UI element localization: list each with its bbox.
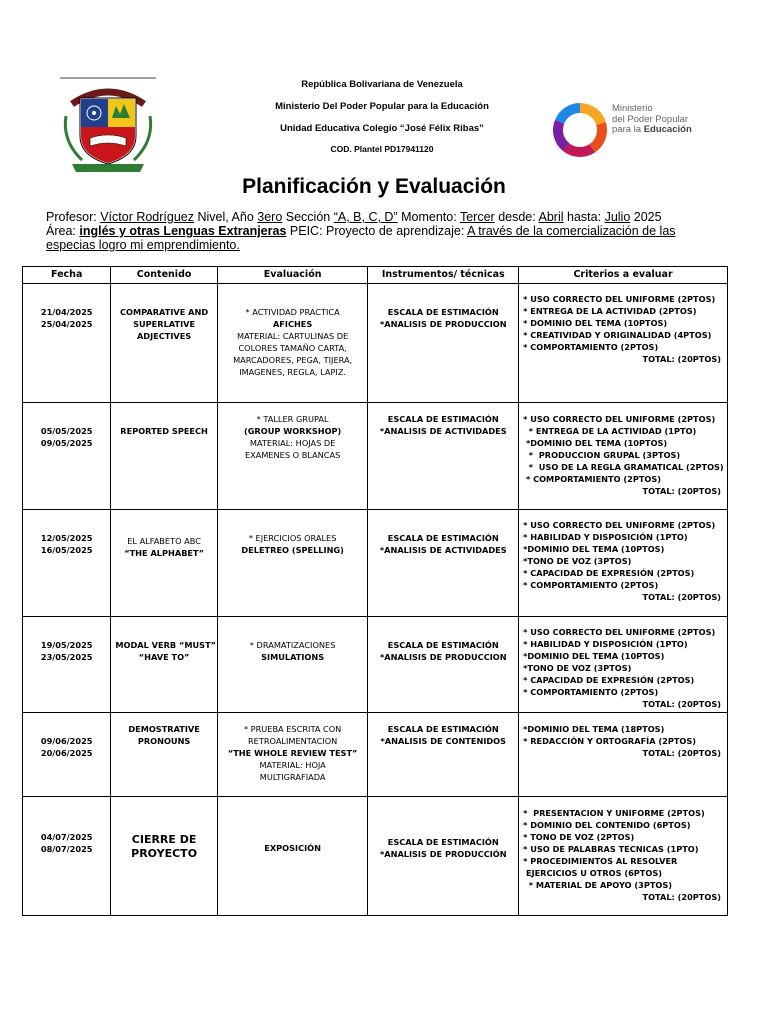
criterio-line: * ENTREGA DE LA ACTIVIDAD (2PTOS) xyxy=(523,306,697,316)
fecha-start: 05/05/2025 xyxy=(40,426,93,436)
evaluacion-cell xyxy=(217,797,368,916)
fecha-start: 12/05/2025 xyxy=(40,533,93,543)
ministry-logo-line3: para la xyxy=(612,124,642,135)
planning-info xyxy=(46,210,716,252)
criterio-line: * ENTREGA DE LA ACTIVIDAD (1PTO) xyxy=(523,426,697,436)
instrumento-line: ESCALA DE ESTIMACIÓN xyxy=(387,640,499,650)
fecha-cell xyxy=(23,510,111,617)
instrumentos-cell xyxy=(368,403,519,510)
instrumento-line: *ANALISIS DE ACTIVIDADES xyxy=(379,545,507,555)
contenido-cell xyxy=(111,284,217,403)
contenido-line: “THE ALPHABET” xyxy=(124,548,204,558)
fecha-end: 16/05/2025 xyxy=(40,545,93,555)
evaluacion-line: MATERIAL: HOJAS DE xyxy=(249,438,336,448)
evaluacion-line: EXPOSICIÓN xyxy=(264,843,321,853)
criterio-line: * CREATIVIDAD Y ORIGINALIDAD (4PTOS) xyxy=(523,330,712,340)
evaluacion-line: * ACTIVIDAD PRACTICA xyxy=(245,307,340,317)
column-header-evaluacion: Evaluación xyxy=(217,267,368,284)
evaluacion-line: DELETREO (SPELLING) xyxy=(241,545,344,555)
instrumento-line: ESCALA DE ESTIMACIÓN xyxy=(387,307,499,317)
profesor-value: Víctor Rodríguez xyxy=(100,210,194,224)
criterio-line: * USO DE LA REGLA GRAMATICAL (2PTOS) xyxy=(523,462,724,472)
hasta-value: Julio xyxy=(604,210,631,224)
evaluacion-line: MATERIAL: HOJA xyxy=(259,760,326,770)
fecha-end: 08/07/2025 xyxy=(40,844,93,854)
table-row xyxy=(23,797,728,916)
page-title: Planificación y Evaluación xyxy=(242,175,506,198)
criterio-line: *DOMINIO DEL TEMA (10PTOS) xyxy=(523,438,668,448)
contenido-line: CIERRE DE xyxy=(131,833,197,846)
criterio-line: * USO CORRECTO DEL UNIFORME (2PTOS) xyxy=(523,414,716,424)
instrumentos-cell xyxy=(368,713,519,797)
contenido-cell xyxy=(111,713,217,797)
instrumentos-cell xyxy=(368,284,519,403)
evaluacion-line: SIMULATIONS xyxy=(261,652,325,662)
nivel-label: Nivel, Año xyxy=(197,210,254,224)
criterio-line: * COMPORTAMIENTO (2PTOS) xyxy=(523,687,659,697)
evaluacion-line: MARCADORES, PEGA, TIJERA, xyxy=(233,355,353,365)
instrumento-line: *ANALISIS DE ACTIVIDADES xyxy=(379,426,507,436)
column-header-criterios: Criterios a evaluar xyxy=(519,267,728,284)
ministry-logo xyxy=(552,96,702,162)
header-school: Unidad Educativa Colegio “José Félix Ribas” xyxy=(280,123,484,134)
evaluacion-line: RETROALIMENTACION xyxy=(247,736,338,746)
desde-value: Abril xyxy=(538,210,564,224)
criterio-line: * DOMINIO DEL TEMA (10PTOS) xyxy=(523,318,668,328)
criterio-line: * PRESENTACION Y UNIFORME (2PTOS) xyxy=(523,808,705,818)
criterio-line: * HABILIDAD Y DISPOSICIÓN (1PTO) xyxy=(523,639,688,649)
evaluacion-line: COLORES TAMAÑO CARTA, xyxy=(238,343,347,353)
contenido-line: PROYECTO xyxy=(131,847,198,860)
criterio-total: TOTAL: (20PTOS) xyxy=(642,592,721,602)
criterio-line: * COMPORTAMIENTO (2PTOS) xyxy=(523,474,662,484)
header-republic: República Bolivariana de Venezuela xyxy=(301,79,463,90)
ministry-logo-line2: del Poder Popular xyxy=(612,113,689,125)
criterio-line: * HABILIDAD Y DISPOSICIÓN (1PTO) xyxy=(523,532,688,542)
contenido-line: “HAVE TO” xyxy=(138,652,190,662)
fecha-end: 25/04/2025 xyxy=(40,319,93,329)
criterio-line: * COMPORTAMIENTO (2PTOS) xyxy=(523,342,659,352)
criterio-line: * USO CORRECTO DEL UNIFORME (2PTOS) xyxy=(523,294,716,304)
criterio-line: * COMPORTAMIENTO (2PTOS) xyxy=(523,580,659,590)
instrumento-line: ESCALA DE ESTIMACIÓN xyxy=(387,724,499,734)
criterio-line: *DOMINIO DEL TEMA (10PTOS) xyxy=(523,651,665,661)
contenido-cell xyxy=(111,510,217,617)
profesor-label: Profesor: xyxy=(46,210,97,224)
seccion-value: “A, B, C, D” xyxy=(333,210,398,224)
criterio-line: * CAPACIDAD DE EXPRESIÓN (2PTOS) xyxy=(523,675,695,685)
evaluacion-line: AFICHES xyxy=(272,319,313,329)
criterio-line: *DOMINIO DEL TEMA (10PTOS) xyxy=(523,544,665,554)
ministry-logo-text xyxy=(612,104,692,136)
instrumento-line: *ANALISIS DE CONTENIDOS xyxy=(380,736,507,746)
column-header-fecha: Fecha xyxy=(23,267,111,284)
criterio-line: EJERCICIOS U OTROS (6PTOS) xyxy=(523,868,662,878)
criterios-cell xyxy=(519,403,728,510)
peic-label: PEIC: Proyecto de aprendizaje: xyxy=(289,224,465,238)
fecha-start: 09/06/2025 xyxy=(40,736,93,746)
table-row xyxy=(23,284,728,403)
contenido-line: SUPERLATIVE xyxy=(133,319,196,329)
instrumentos-cell xyxy=(368,510,519,617)
criterio-line: * CAPACIDAD DE EXPRESIÓN (2PTOS) xyxy=(523,568,695,578)
contenido-line xyxy=(115,535,212,547)
criterios-cell xyxy=(519,713,728,797)
evaluacion-line: * DRAMATIZACIONES xyxy=(249,640,336,650)
criterio-line: *DOMINIO DEL TEMA (18PTOS) xyxy=(523,724,665,734)
contenido-line: PRONOUNS xyxy=(137,736,191,746)
area-value: inglés y otras Lenguas Extranjeras xyxy=(79,224,287,238)
evaluacion-line: “THE WHOLE REVIEW TEST” xyxy=(227,748,358,758)
table-header-row xyxy=(23,267,728,284)
criterio-line: * USO CORRECTO DEL UNIFORME (2PTOS) xyxy=(523,520,716,530)
criterios-cell xyxy=(519,284,728,403)
contenido-cell xyxy=(111,403,217,510)
header-school-code: COD. Plantel PD17941120 xyxy=(330,144,434,154)
criterio-total: TOTAL: (20PTOS) xyxy=(642,354,721,364)
criterio-total: TOTAL: (20PTOS) xyxy=(642,748,721,758)
evaluacion-line: MATERIAL: CARTULINAS DE xyxy=(237,331,349,341)
instrumentos-cell xyxy=(368,617,519,713)
evaluacion-line: IMAGENES, REGLA, LAPIZ. xyxy=(239,367,347,377)
criterio-line: * TONO DE VOZ (2PTOS) xyxy=(523,832,635,842)
nivel-value: 3ero xyxy=(257,210,283,224)
evaluacion-cell xyxy=(217,713,368,797)
criterio-total: TOTAL: (20PTOS) xyxy=(642,892,721,902)
table-row xyxy=(23,403,728,510)
ministry-ring-icon xyxy=(552,96,610,162)
fecha-cell xyxy=(23,284,111,403)
ministry-logo-line1: Ministerio xyxy=(612,103,653,114)
fecha-start: 04/07/2025 xyxy=(40,832,93,842)
evaluacion-line: * EJERCICIOS ORALES xyxy=(248,533,337,543)
instrumentos-cell xyxy=(368,797,519,916)
momento-label: Momento: xyxy=(401,210,457,224)
ministry-logo-line4: Educación xyxy=(643,124,692,135)
seccion-label: Sección xyxy=(285,210,331,224)
area-label: Área: xyxy=(46,224,76,238)
criterio-line: *TONO DE VOZ (3PTOS) xyxy=(523,663,632,673)
planning-table xyxy=(22,266,728,916)
criterio-line: *TONO DE VOZ (3PTOS) xyxy=(523,556,632,566)
column-header-instrumentos: Instrumentos/ técnicas xyxy=(368,267,519,284)
evaluacion-line: MULTIGRAFIADA xyxy=(259,772,326,782)
fecha-cell xyxy=(23,617,111,713)
instrumento-line: ESCALA DE ESTIMACIÓN xyxy=(387,837,499,847)
contenido-line: DEMOSTRATIVE xyxy=(128,724,200,734)
contenido-text: EL ALFABETO ABC xyxy=(127,536,201,546)
fecha-cell xyxy=(23,403,111,510)
criterio-line: * MATERIAL DE APOYO (3PTOS) xyxy=(523,880,673,890)
desde-label: desde: xyxy=(498,210,536,224)
table-row xyxy=(23,617,728,713)
year-value: 2025 xyxy=(633,210,662,224)
contenido-cell xyxy=(111,797,217,916)
instrumento-line: ESCALA DE ESTIMACIÓN xyxy=(387,414,499,424)
criterio-line: * DOMINIO DEL CONTENIDO (6PTOS) xyxy=(523,820,691,830)
criterio-line: * USO DE PALABRAS TECNICAS (1PTO) xyxy=(523,844,699,854)
criterio-line: * REDACCIÓN Y ORTOGRAFÍA (2PTOS) xyxy=(523,736,697,746)
fecha-start: 19/05/2025 xyxy=(40,640,93,650)
evaluacion-cell xyxy=(217,284,368,403)
contenido-line: MODAL VERB “MUST” xyxy=(115,640,217,650)
criterio-line: * USO CORRECTO DEL UNIFORME (2PTOS) xyxy=(523,627,716,637)
evaluacion-line: EXAMENES O BLANCAS xyxy=(244,450,341,460)
instrumento-line: ESCALA DE ESTIMACIÓN xyxy=(387,533,499,543)
evaluacion-line: * PRUEBA ESCRITA CON xyxy=(243,724,342,734)
evaluacion-line: * TALLER GRUPAL xyxy=(256,414,329,424)
instrumento-line: *ANALISIS DE PRODUCCIÓN xyxy=(379,849,507,859)
instrumento-line: *ANALISIS DE PRODUCCION xyxy=(379,319,507,329)
instrumento-line: *ANALISIS DE PRODUCCION xyxy=(379,652,507,662)
header-ministry: Ministerio Del Poder Popular para la Educación xyxy=(275,101,489,112)
evaluacion-cell xyxy=(217,510,368,617)
evaluacion-line: (GROUP WORKSHOP) xyxy=(243,426,342,436)
momento-value: Tercer xyxy=(459,210,495,224)
contenido-line: ADJECTIVES xyxy=(136,331,192,341)
fecha-cell xyxy=(23,713,111,797)
criterio-total: TOTAL: (20PTOS) xyxy=(642,699,721,709)
contenido-line: COMPARATIVE AND xyxy=(120,307,209,317)
criterio-total: TOTAL: (20PTOS) xyxy=(642,486,721,496)
fecha-end: 23/05/2025 xyxy=(40,652,93,662)
fecha-end: 20/06/2025 xyxy=(40,748,93,758)
contenido-line: REPORTED SPEECH xyxy=(120,426,208,436)
column-header-contenido: Contenido xyxy=(111,267,217,284)
table-row xyxy=(23,510,728,617)
peic-value: A través de la comercialización de las especias logro mi emprendimiento. xyxy=(46,224,676,252)
criterios-cell xyxy=(519,617,728,713)
fecha-end: 09/05/2025 xyxy=(40,438,93,448)
criterios-cell xyxy=(519,797,728,916)
evaluacion-cell xyxy=(217,617,368,713)
hasta-label: hasta: xyxy=(567,210,602,224)
table-row xyxy=(23,713,728,797)
criterio-line: * PROCEDIMIENTOS AL RESOLVER xyxy=(523,856,678,866)
fecha-start: 21/04/2025 xyxy=(40,307,93,317)
criterios-cell xyxy=(519,510,728,617)
evaluacion-cell xyxy=(217,403,368,510)
criterio-line: * PRODUCCION GRUPAL (3PTOS) xyxy=(523,450,681,460)
contenido-cell xyxy=(111,617,217,713)
fecha-cell xyxy=(23,797,111,916)
